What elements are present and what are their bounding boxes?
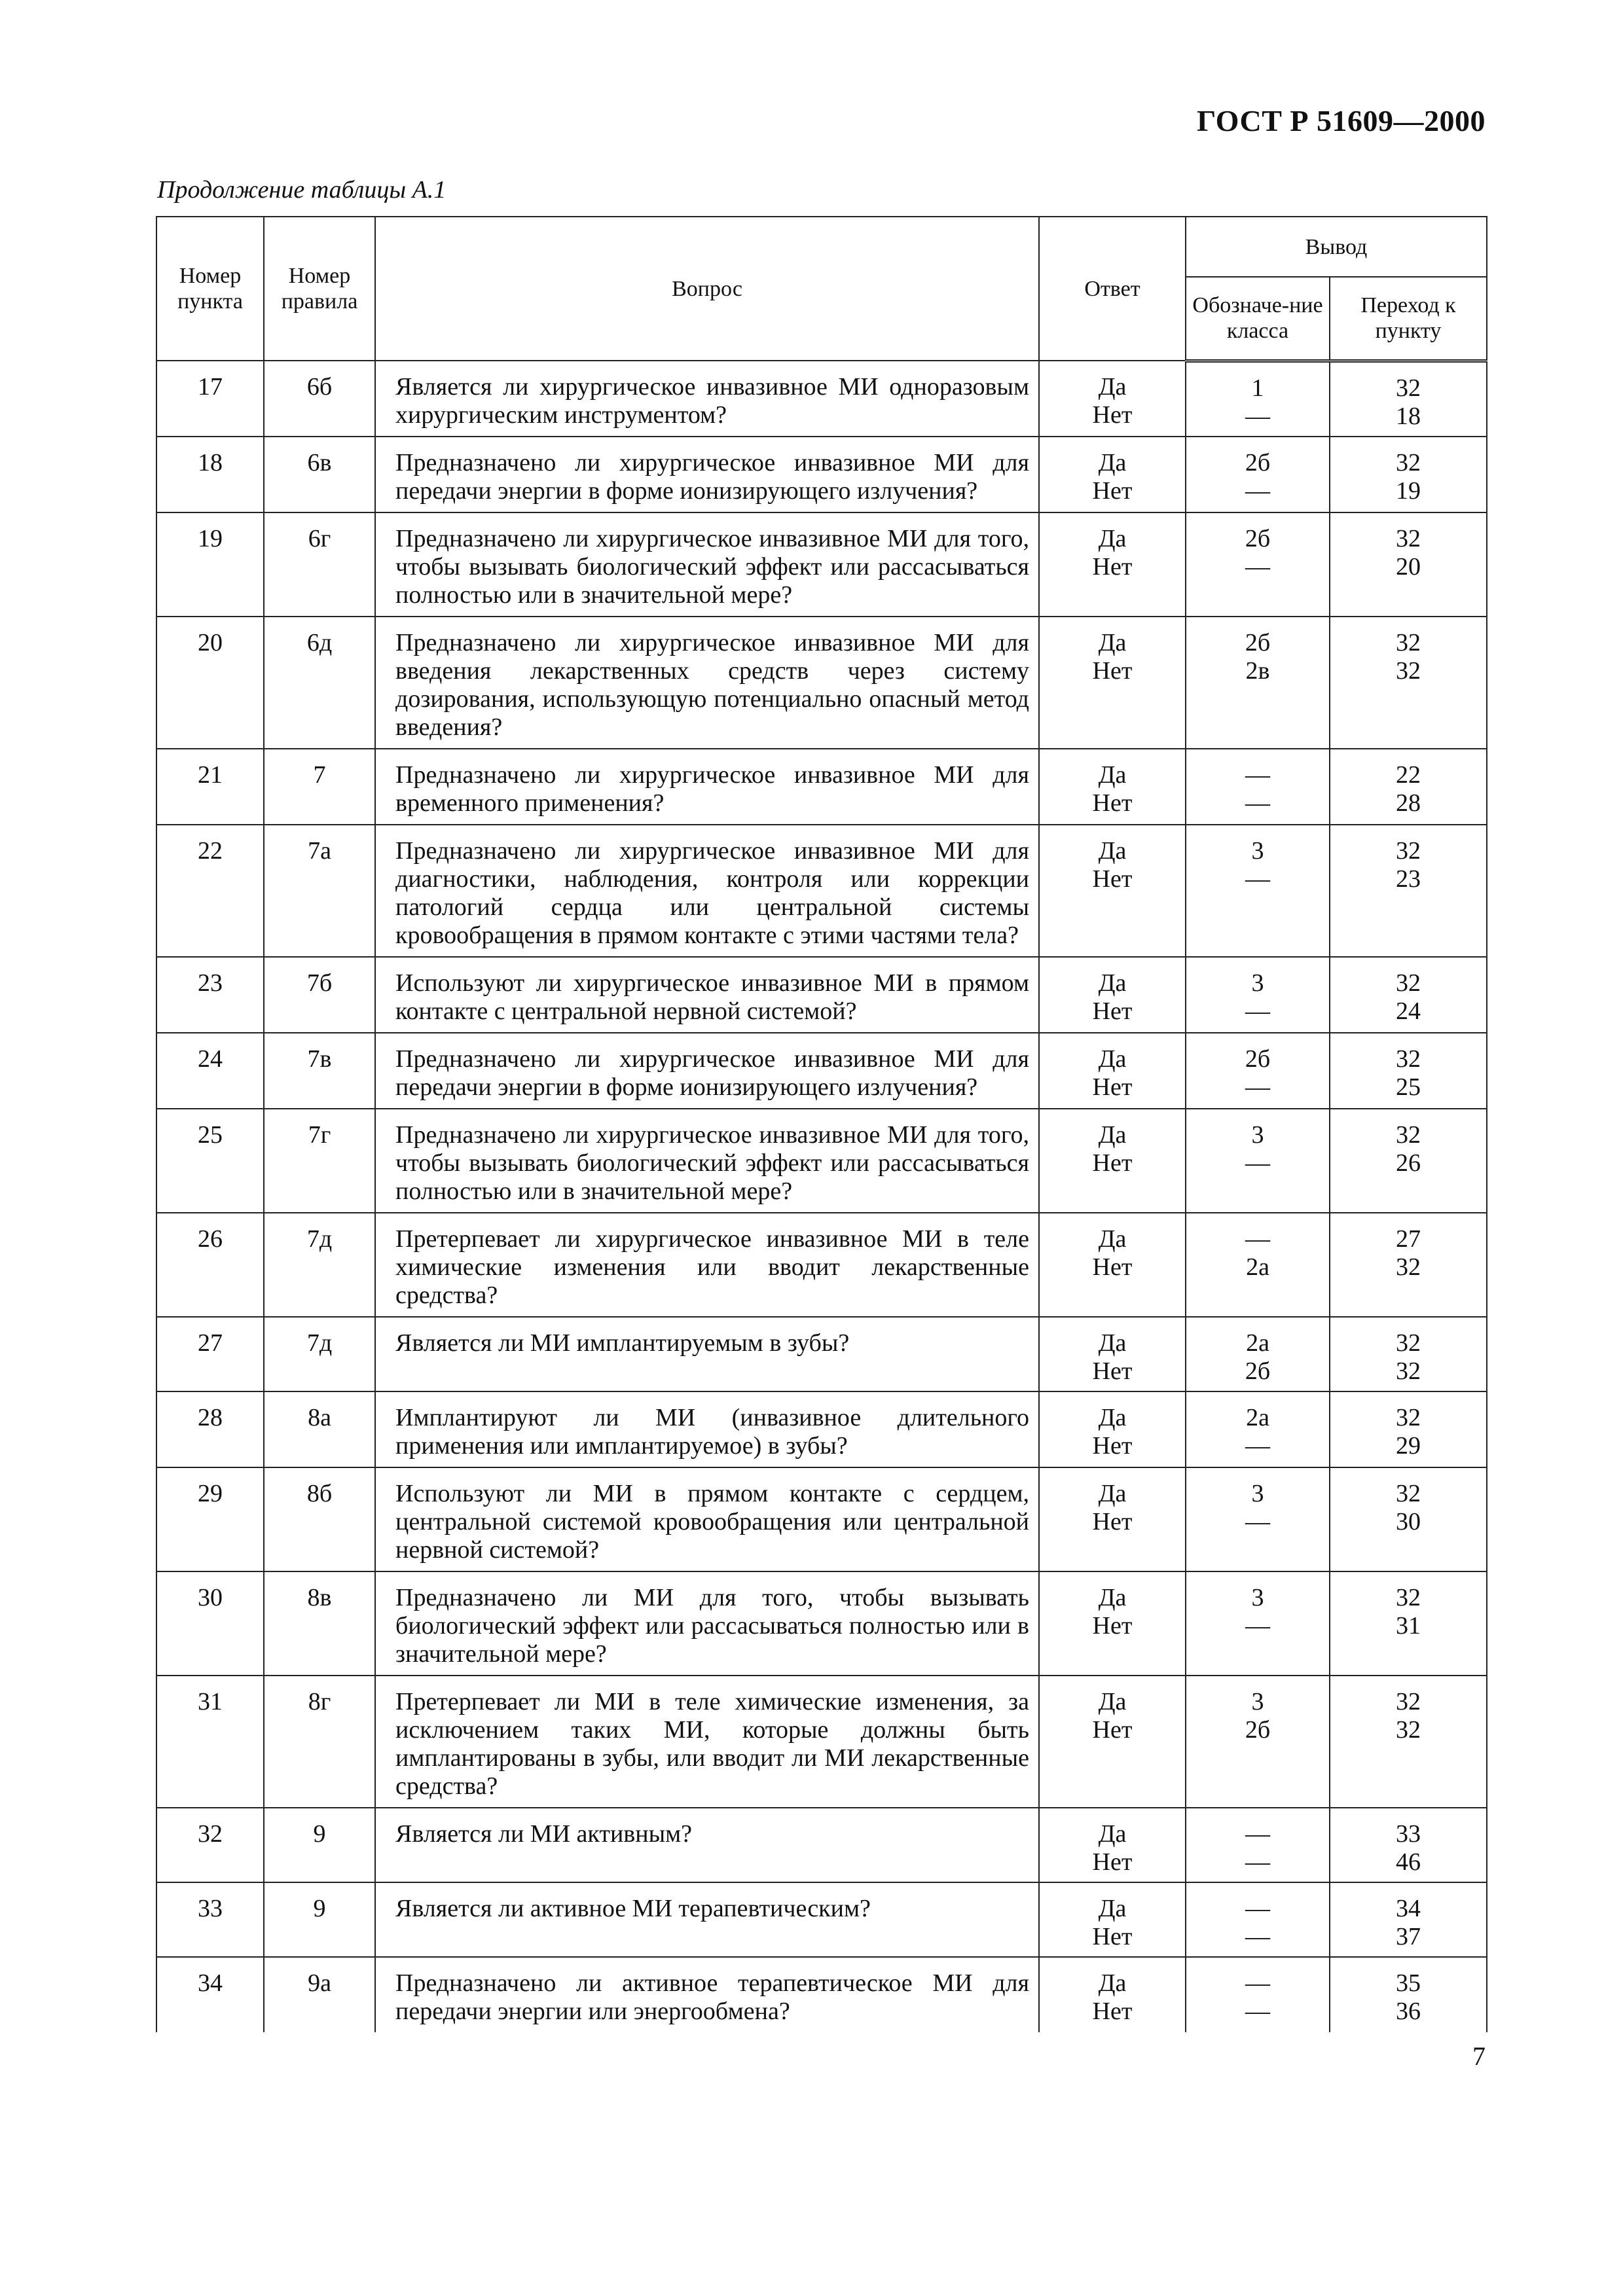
answer-value: Нет [1092,1508,1133,1535]
answer-value: Да [1098,1045,1127,1073]
answer-value: Нет [1092,1253,1133,1281]
class-value: 3 [1251,1688,1264,1715]
class-value: — [1245,865,1270,893]
next-item-value: 33 [1396,1820,1421,1848]
rule-number-cell: 8б [264,1467,375,1571]
class-value: 2б [1245,1357,1271,1385]
item-number-cell: 32 [156,1808,264,1882]
question-cell: Предназначено ли хирургическое инвазивное МИ для передачи энергии в форме ионизирующего излучения? [375,437,1039,512]
next-item-value: 32 [1396,525,1421,552]
table-row [156,1109,1487,1213]
next-item-cell [1330,1467,1487,1571]
table-row [156,617,1487,749]
next-item-cell [1330,1882,1487,1957]
answer-value: Нет [1092,1612,1133,1640]
answer-value: Да [1098,837,1127,865]
item-number-cell: 19 [156,512,264,617]
next-item-value: 32 [1396,1404,1421,1431]
rule-number-cell: 6г [264,512,375,617]
rule-number-cell: 9 [264,1882,375,1957]
rule-number-cell: 7г [264,1109,375,1213]
class-value: 2б [1245,629,1271,656]
next-item-value: 32 [1396,1329,1421,1357]
answer-value: Да [1098,525,1127,552]
next-item-value: 32 [1396,1688,1421,1715]
document-code: ГОСТ Р 51609—2000 [1197,104,1486,137]
answer-value: Да [1098,1820,1127,1848]
class-value: 2в [1245,657,1270,685]
answer-value: Да [1098,629,1127,656]
table-row [156,1882,1487,1957]
class-cell [1186,1213,1330,1317]
answer-value: Нет [1092,1149,1133,1177]
class-value: 2б [1245,1716,1271,1744]
answer-value: Да [1098,1404,1127,1431]
class-value: — [1245,1432,1270,1460]
question-cell: Является ли хирургическое инвазивное МИ одноразовым хирургическим инструментом? [375,361,1039,437]
answer-value: Да [1098,761,1127,789]
table-row [156,825,1487,957]
answer-cell [1039,1317,1186,1391]
item-number-cell: 30 [156,1571,264,1676]
class-cell [1186,1571,1330,1676]
class-value: 3 [1251,1480,1264,1507]
rule-number-cell: 8а [264,1391,375,1467]
answer-value: Нет [1092,1848,1133,1876]
class-value: 3 [1251,1584,1264,1611]
next-item-value: 31 [1396,1612,1421,1640]
answer-value: Нет [1092,1073,1133,1101]
class-value: 3 [1251,1121,1264,1149]
table-row [156,1033,1487,1109]
item-number-cell: 22 [156,825,264,957]
next-item-value: 32 [1396,657,1421,685]
rule-number-cell: 7б [264,957,375,1033]
answer-value: Нет [1092,1923,1133,1950]
answer-cell [1039,1467,1186,1571]
class-value: 2б [1245,449,1271,476]
next-item-value: 32 [1396,1716,1421,1744]
class-value: 2а [1246,1329,1269,1357]
answer-value: Да [1098,1969,1127,1997]
class-value: 2а [1246,1253,1269,1281]
question-cell: Претерпевает ли хирургическое инвазивное МИ в теле химические изменения или вводит лекарственные средства? [375,1213,1039,1317]
next-item-value: 29 [1396,1432,1421,1460]
next-item-value: 32 [1396,1121,1421,1149]
question-cell: Является ли МИ активным? [375,1808,1039,1882]
rule-number-cell: 9 [264,1808,375,1882]
next-item-value: 19 [1396,477,1421,505]
answer-cell [1039,437,1186,512]
header-conclusion: Вывод [1186,217,1487,277]
answer-value: Да [1098,1121,1127,1149]
class-cell [1186,1676,1330,1808]
answer-value: Нет [1092,1716,1133,1744]
next-item-value: 18 [1396,402,1421,430]
next-item-value: 28 [1396,789,1421,817]
rule-number-cell: 6д [264,617,375,749]
class-cell [1186,1033,1330,1109]
next-item-value: 27 [1396,1225,1421,1253]
next-item-cell [1330,1317,1487,1391]
item-number-cell: 33 [156,1882,264,1957]
question-cell: Претерпевает ли МИ в теле химические изменения, за исключением таких МИ, которые должны быть имплантированы в зубы, или вводит ли МИ лекарственные средства? [375,1676,1039,1808]
question-cell: Предназначено ли хирургическое инвазивное МИ для временного применения? [375,749,1039,825]
answer-cell [1039,1957,1186,2032]
class-cell [1186,361,1330,437]
class-value: — [1245,1998,1270,2025]
class-value: — [1245,1969,1270,1997]
next-item-value: 32 [1396,629,1421,656]
next-item-value: 24 [1396,997,1421,1025]
class-value: 2б [1245,525,1271,552]
answer-value: Нет [1092,657,1133,685]
table-row [156,1391,1487,1467]
next-item-value: 30 [1396,1508,1421,1535]
question-cell: Предназначено ли хирургическое инвазивное МИ для передачи энергии в форме ионизирующего излучения? [375,1033,1039,1109]
rule-number-cell: 7д [264,1213,375,1317]
class-cell [1186,437,1330,512]
rule-number-cell: 8г [264,1676,375,1808]
class-cell [1186,512,1330,617]
next-item-cell [1330,1033,1487,1109]
next-item-cell [1330,1109,1487,1213]
item-number-cell: 29 [156,1467,264,1571]
table-row [156,1808,1487,1882]
answer-cell [1039,825,1186,957]
class-cell [1186,617,1330,749]
question-cell: Является ли МИ имплантируемым в зубы? [375,1317,1039,1391]
question-cell: Предназначено ли МИ для того, чтобы вызывать биологический эффект или рассасываться полностью или в значительной мере? [375,1571,1039,1676]
answer-value: Да [1098,1329,1127,1357]
answer-cell [1039,361,1186,437]
answer-cell [1039,749,1186,825]
classification-table [156,216,1487,2032]
next-item-cell [1330,1676,1487,1808]
answer-cell [1039,1882,1186,1957]
class-value: — [1245,761,1270,789]
next-item-value: 32 [1396,1357,1421,1385]
question-cell: Предназначено ли хирургическое инвазивное МИ для того, чтобы вызывать биологический эффект или рассасываться полностью или в значительной мере? [375,1109,1039,1213]
table-row [156,437,1487,512]
class-value: — [1245,789,1270,817]
item-number-cell: 21 [156,749,264,825]
class-value: — [1245,477,1270,505]
header-item-number: Номер пункта [156,217,264,361]
next-item-value: 32 [1396,1045,1421,1073]
answer-cell [1039,512,1186,617]
item-number-cell: 23 [156,957,264,1033]
next-item-value: 37 [1396,1923,1421,1950]
next-item-value: 32 [1396,1253,1421,1281]
table-row [156,957,1487,1033]
table-row [156,749,1487,825]
next-item-cell [1330,512,1487,617]
header-class: Обозначе-ние класса [1186,277,1330,361]
class-cell [1186,1808,1330,1882]
next-item-value: 26 [1396,1149,1421,1177]
answer-value: Да [1098,1688,1127,1715]
rule-number-cell: 6б [264,361,375,437]
answer-value: Нет [1092,789,1133,817]
next-item-cell [1330,361,1487,437]
question-cell: Используют ли МИ в прямом контакте с сердцем, центральной системой кровообращения или центральной нервной системой? [375,1467,1039,1571]
item-number-cell: 27 [156,1317,264,1391]
table-row [156,1317,1487,1391]
class-cell [1186,825,1330,957]
answer-value: Да [1098,1480,1127,1507]
answer-cell [1039,1213,1186,1317]
answer-value: Нет [1092,401,1133,429]
class-value: 2а [1246,1404,1269,1431]
next-item-cell [1330,617,1487,749]
next-item-cell [1330,749,1487,825]
class-value: — [1245,997,1270,1025]
answer-cell [1039,1109,1186,1213]
class-value: — [1245,1073,1270,1101]
item-number-cell: 34 [156,1957,264,2032]
question-cell: Предназначено ли хирургическое инвазивное МИ для введения лекарственных средств через систему дозирования, использующую потенциально опасный метод введения? [375,617,1039,749]
answer-value: Нет [1092,1357,1133,1385]
item-number-cell: 17 [156,361,264,437]
item-number-cell: 24 [156,1033,264,1109]
table-row [156,512,1487,617]
page-number: 7 [1472,2041,1486,2071]
answer-cell [1039,1391,1186,1467]
next-item-value: 32 [1396,1480,1421,1507]
class-value: 1 [1251,374,1264,402]
answer-value: Да [1098,373,1127,401]
next-item-value: 20 [1396,553,1421,581]
item-number-cell: 18 [156,437,264,512]
answer-cell [1039,1571,1186,1676]
answer-cell [1039,1808,1186,1882]
next-item-value: 35 [1396,1969,1421,1997]
class-cell [1186,1317,1330,1391]
rule-number-cell: 7 [264,749,375,825]
next-item-cell [1330,437,1487,512]
next-item-cell [1330,825,1487,957]
next-item-cell [1330,1957,1487,2032]
header-question: Вопрос [375,217,1039,361]
answer-value: Нет [1092,997,1133,1025]
class-cell [1186,749,1330,825]
next-item-cell [1330,1391,1487,1467]
question-cell: Имплантируют ли МИ (инвазивное длительного применения или имплантируемое) в зубы? [375,1391,1039,1467]
class-value: — [1245,1508,1270,1535]
rule-number-cell: 8в [264,1571,375,1676]
next-item-value: 34 [1396,1895,1421,1922]
question-cell: Предназначено ли хирургическое инвазивное МИ для того, чтобы вызывать биологический эффект или рассасываться полностью или в значительной мере? [375,512,1039,617]
answer-cell [1039,617,1186,749]
table-row [156,1571,1487,1676]
next-item-value: 32 [1396,1584,1421,1611]
answer-value: Да [1098,449,1127,476]
next-item-cell [1330,957,1487,1033]
rule-number-cell: 6в [264,437,375,512]
next-item-value: 32 [1396,837,1421,865]
class-value: — [1245,402,1270,430]
next-item-value: 36 [1396,1998,1421,2025]
answer-value: Да [1098,1225,1127,1253]
class-value: 3 [1251,969,1264,997]
next-item-value: 32 [1396,969,1421,997]
item-number-cell: 25 [156,1109,264,1213]
class-value: — [1245,553,1270,581]
class-value: — [1245,1848,1270,1876]
answer-value: Нет [1092,865,1133,893]
next-item-cell [1330,1808,1487,1882]
item-number-cell: 31 [156,1676,264,1808]
question-cell: Является ли активное МИ терапевтическим? [375,1882,1039,1957]
item-number-cell: 20 [156,617,264,749]
class-value: 3 [1251,837,1264,865]
question-cell: Предназначено ли активное терапевтическое МИ для передачи энергии или энергообмена? [375,1957,1039,2032]
next-item-value: 46 [1396,1848,1421,1876]
answer-value: Нет [1092,477,1133,505]
answer-cell [1039,957,1186,1033]
next-item-cell [1330,1571,1487,1676]
table-row [156,1676,1487,1808]
rule-number-cell: 7а [264,825,375,957]
answer-value: Нет [1092,1998,1133,2025]
header-rule-number: Номер правила [264,217,375,361]
class-value: — [1245,1923,1270,1950]
rule-number-cell: 9а [264,1957,375,2032]
next-item-cell [1330,1213,1487,1317]
rule-number-cell: 7д [264,1317,375,1391]
header-next: Переход к пункту [1330,277,1487,361]
rule-number-cell: 7в [264,1033,375,1109]
answer-value: Да [1098,969,1127,997]
item-number-cell: 28 [156,1391,264,1467]
table-row [156,1957,1487,2032]
table-row [156,1213,1487,1317]
class-cell [1186,1391,1330,1467]
next-item-value: 32 [1396,449,1421,476]
class-cell [1186,957,1330,1033]
answer-cell [1039,1676,1186,1808]
class-value: — [1245,1149,1270,1177]
class-value: 2б [1245,1045,1271,1073]
table-caption: Продолжение таблицы А.1 [157,176,447,204]
class-value: — [1245,1820,1270,1848]
class-cell [1186,1957,1330,2032]
answer-cell [1039,1033,1186,1109]
table-row [156,1467,1487,1571]
class-value: — [1245,1895,1270,1922]
question-cell: Предназначено ли хирургическое инвазивное МИ для диагностики, наблюдения, контроля или коррекции патологий сердца или центральной системы кровообращения в прямом контакте с этими частями тела? [375,825,1039,957]
header-answer: Ответ [1039,217,1186,361]
answer-value: Нет [1092,553,1133,581]
answer-value: Нет [1092,1432,1133,1460]
class-cell [1186,1109,1330,1213]
next-item-value: 25 [1396,1073,1421,1101]
next-item-value: 23 [1396,865,1421,893]
answer-value: Да [1098,1895,1127,1922]
next-item-value: 22 [1396,761,1421,789]
next-item-value: 32 [1396,374,1421,402]
class-cell [1186,1467,1330,1571]
class-value: — [1245,1612,1270,1640]
table-row [156,361,1487,437]
class-value: — [1245,1225,1270,1253]
class-cell [1186,1882,1330,1957]
item-number-cell: 26 [156,1213,264,1317]
question-cell: Используют ли хирургическое инвазивное МИ в прямом контакте с центральной нервной системой? [375,957,1039,1033]
answer-value: Да [1098,1584,1127,1611]
